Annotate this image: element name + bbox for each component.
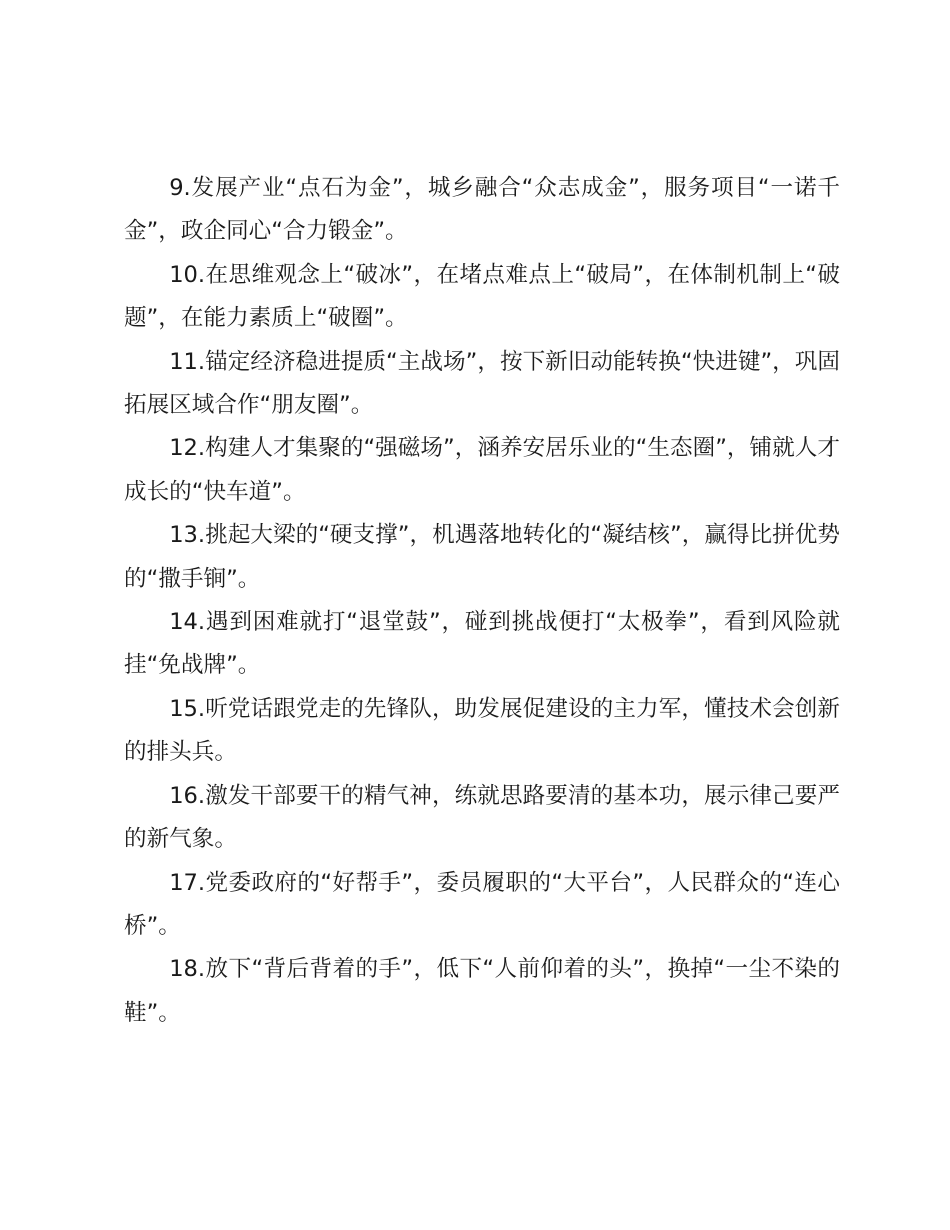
paragraph-18: 18.放下“背后背着的手”，低下“人前仰着的头”，换掉“一尘不染的鞋”。 bbox=[124, 956, 840, 1026]
paragraph-11: 11.锚定经济稳进提质“主战场”，按下新旧动能转换“快进键”，巩固拓展区域合作“朋友圈”。 bbox=[124, 348, 840, 419]
document-body bbox=[124, 167, 840, 1035]
paragraph-17: 17.党委政府的“好帮手”，委员履职的“大平台”，人民群众的“连心桥”。 bbox=[124, 869, 840, 939]
paragraph-12: 12.构建人才集聚的“强磁场”，涵养安居乐业的“生态圈”，铺就人才成长的“快车道”。 bbox=[124, 435, 840, 505]
paragraph-16: 16.激发干部要干的精气神，练就思路要清的基本功，展示律己要严的新气象。 bbox=[124, 782, 840, 853]
paragraph-15: 15.听党话跟党走的先锋队，助发展促建设的主力军，懂技术会创新的排头兵。 bbox=[124, 695, 840, 766]
paragraph-9: 9.发展产业“点石为金”，城乡融合“众志成金”，服务项目“一诺千金”，政企同心“合力锻金”。 bbox=[124, 175, 840, 245]
paragraph-14: 14.遇到困难就打“退堂鼓”，碰到挑战便打“太极拳”，看到风险就挂“免战牌”。 bbox=[124, 609, 840, 679]
paragraph-10: 10.在思维观念上“破冰”，在堵点难点上“破局”，在体制机制上“破题”，在能力素质上“破圈”。 bbox=[124, 261, 840, 332]
paragraph-13: 13.挑起大梁的“硬支撑”，机遇落地转化的“凝结核”，赢得比拼优势的“撒手锏”。 bbox=[124, 522, 840, 592]
